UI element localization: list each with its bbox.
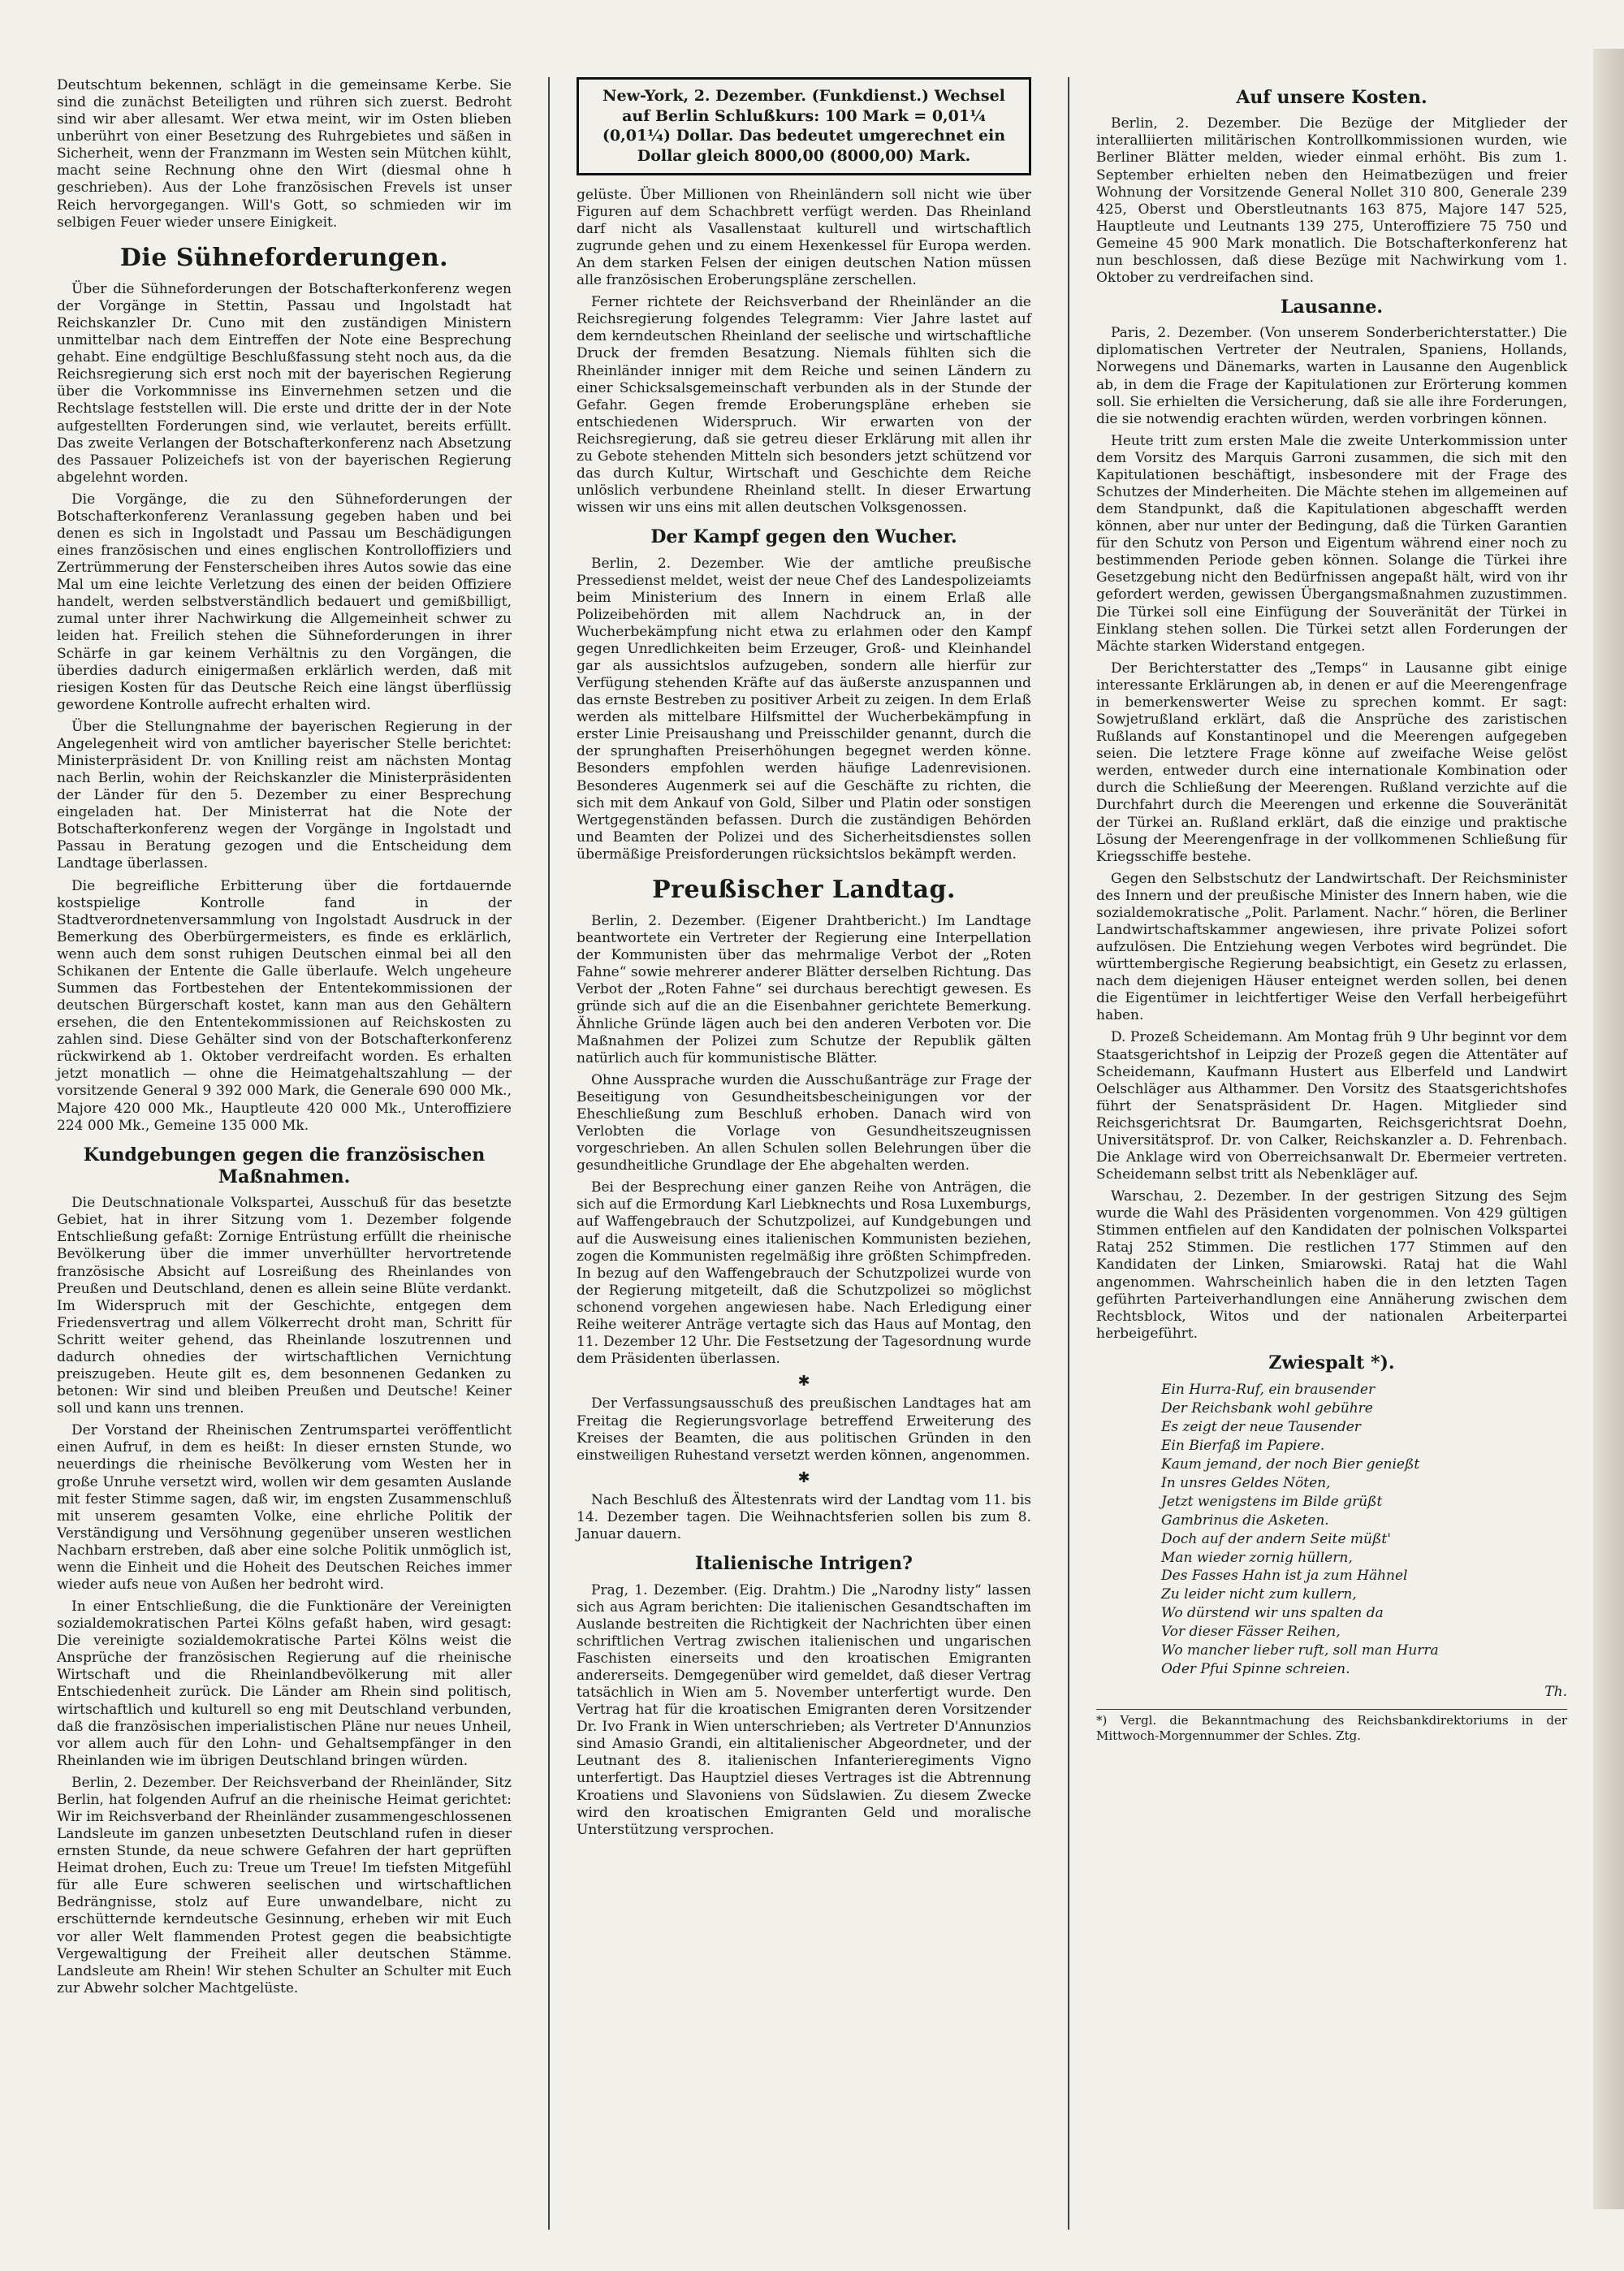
- article-text: Berlin, 2. Dezember. Wie der amtliche preußische Pressedienst meldet, weist der neue Chef des Landespolizeiamts beim Ministerium des Innern in einem Erlaß alle Polizeibehörden mit allem Nachdruck an, in der Wucherbekämpfung nicht etwa zu erlahmen oder den Kampf gegen Unredlichkeiten beim Erzeuger, Groß- und Kleinhandel gar als aussichtslos aufzugeben, sondern alle hierfür zur Verfügung stehenden Kräfte auf das äußerste anzuspannen und das ernste Bestreben zu positiver Arbeit zu zeigen. In dem Erlaß werden als mittelbare Hilfsmittel der Wucherbekämpfung in erster Linie Preisaushang und Preisschilder genannt, durch die der sprunghaften Preiserhöhungen begegnet werden könne. Besonders empfohlen werden häufige Ladenrevisionen. Besonderes Augenmerk sei auf die Geschäfte zu richten, die sich mit dem Ankauf von Gold, Silber und Platin oder sonstigen Wertgegenständen befassen. Durch die zuständigen Behörden und Beamten der Polizei und des Sicherheitsdienstes sollen übermäßige Preisforderungen rücksichtslos bekämpft werden.: [577, 555, 1031, 863]
- article-text: Die Deutschnationale Volkspartei, Ausschuß für das besetzte Gebiet, hat in ihrer Sitzung vom 1. Dezember folgende Entschließung gefaßt: Zornige Entrüstung erfüllt die rheinische Bevölkerung über die immer unverhüllter hervortretende französische Absicht auf Losreißung des Rheinlandes von Preußen und Deutschland, denen es allein seine Blüte verdankt. Im Widerspruch mit der Geschichte, entgegen dem Friedensvertrag und allem Völkerrecht droht man, Schritt für Schritt weiter gehend, das Rheinlande loszutrennen und dadurch ohnedies der wirtschaftlichen Vernichtung preiszugeben. Heute gilt es, dem besonnenen Gedanken zu betonen: Wir sind und bleiben Preußen und Deutsche! Keiner soll und kann uns trennen.: [57, 1195, 512, 1417]
- poem-line: Es zeigt der neue Tausender: [1161, 1418, 1361, 1435]
- column-3: [1096, 77, 1567, 1743]
- headline-kundgebungen: Kundgebungen gegen die französischen Maßnahmen.: [83, 1144, 486, 1187]
- headline-zwiespalt: Zwiespalt *).: [1268, 1352, 1395, 1373]
- article-text: Prag, 1. Dezember. (Eig. Drahtm.) Die „Narodny listy“ lassen sich aus Agram berichten: Die italienischen Gesandtschaften im Auslande bestreiten die Richtigkeit der Nachrichten über einen schriftlichen Vertrag zwischen italienischen und ungarischen Faschisten einerseits und den kroatischen Emigranten andererseits. Demgegenüber wird gemeldet, daß dieser Vertrag tatsächlich in Wien am 5. November unterfertigt wurde. Den Vertrag hat für die kroatischen Emigranten deren Vorsitzender Dr. Ivo Frank in Wien unterschrieben; als Vertreter D'Annunzios sind Amasio Grandi, ein altitalienischer Abgeordneter, und der Leutnant des 8. italienischen Infanterieregiments Vigno unterfertigt. Das Hauptziel dieses Vertrages ist die Abtrennung Kroatiens und Slavoniens von Südslawien. Zu diesem Zwecke wird den kroatischen Emigranten Geld und moralische Unterstützung versprochen.: [577, 1581, 1031, 1838]
- headline-lausanne: Lausanne.: [1280, 296, 1383, 318]
- article-text: Nach Beschluß des Ältestenrats wird der Landtag vom 11. bis 14. Dezember tagen. Die Weihnachtsferien sollen bis zum 8. Januar dauern.: [577, 1492, 1031, 1543]
- page-edge: [1593, 49, 1624, 2209]
- article-text: Die begreifliche Erbitterung über die fortdauernde kostspielige Kontrolle fand in der Stadtverordnetenversammlung von Ingolstadt Ausdruck in der Bemerkung des Oberbürgermeisters, es finde es erklärlich, wenn auch dem sonst ruhigen Deutschen einmal bei all den Schikanen der Entente die Galle überlaufe. Welch ungeheure Summen das Fortbestehen der Ententekommissionen der deutschen Bürgerschaft kostet, kann man aus den Gehältern ersehen, die den Ententekommissionen auf Reichskosten zu zahlen sind. Diese Gehälter sind von der Botschafterkonferenz rückwirkend ab 1. Oktober verdreifacht worden. Es erhalten jetzt monatlich — ohne die Heimatgehaltszahlung — der vorsitzende General 9 392 000 Mark, die Generale 690 000 Mk., Majore 420 000 Mk., Hauptleute 420 000 Mk., Unteroffiziere 224 000 Mk., Gemeine 135 000 Mk.: [57, 877, 512, 1134]
- headline-kosten: Auf unsere Kosten.: [1236, 87, 1427, 108]
- footnote: *) Vergl. die Bekanntmachung des Reichsbankdirektoriums in der Mittwoch-Morgennummer der Schles. Ztg.: [1096, 1709, 1567, 1743]
- article-text: Über die Stellungnahme der bayerischen Regierung in der Angelegenheit wird von amtlicher bayerischer Stelle berichtet: Ministerpräsident Dr. von Knilling reist am nächsten Montag nach Berlin, wohin der Reichskanzler die Ministerpräsidenten der Länder für den 5. Dezember zu einer Besprechung eingeladen hat. Der Ministerrat hat die Note der Botschafterkonferenz wegen der Vorgänge in Ingolstadt und Passau in Beratung gezogen und die Entscheidung dem Landtage überlassen.: [57, 718, 512, 872]
- headline-intrigen: Italienische Intrigen?: [695, 1553, 913, 1575]
- article-text: Warschau, 2. Dezember. In der gestrigen Sitzung des Sejm wurde die Wahl des Präsidenten vorgenommen. Von 429 gültigen Stimmen entfielen auf den Kandidaten der polnischen Volkspartei Rataj 252 Stimmen. Die restlichen 177 Stimmen auf den Kandidaten der Linken, Smiarowski. Rataj hat die Wahl angenommen. Wahrscheinlich haben die in den letzten Tagen geführten Parteiverhandlungen eine Annäherung zwischen dem Rechtsblock, Witos und der nationalen Arbeiterpartei herbeigeführt.: [1096, 1188, 1567, 1342]
- poem-line: Zu leider nicht zum kullern,: [1161, 1586, 1357, 1603]
- article-text: Berlin, 2. Dezember. (Eigener Drahtbericht.) Im Landtage beantwortete ein Vertreter der Regierung eine Interpellation der Kommunisten über das mehrmalige Verbot der „Roten Fahne“ sowie mehrerer anderer Blätter derselben Richtung. Das Verbot der „Roten Fahne“ sei durchaus berechtigt gewesen. Es gründe sich auf die an die Eisenbahner gerichtete Bemerkung. Ähnliche Gründe lägen auch bei den anderen Verboten vor. Die Maßnahmen der Polizei zum Schutze der Republik gälten natürlich auch für kommunistische Blätter.: [577, 913, 1031, 1066]
- article-text: Der Verfassungsausschuß des preußischen Landtages hat am Freitag die Regierungsvorlage betreffend Erweiterung des Kreises der Beamten, die aus politischen Gründen in den einstweiligen Ruhestand versetzt werden können, angenommen.: [577, 1395, 1031, 1464]
- headline-landtag: Preußischer Landtag.: [652, 875, 956, 904]
- poem-line: Kaum jemand, der noch Bier genießt: [1161, 1456, 1420, 1473]
- poem-line: Des Fasses Hahn ist ja zum Hähnel: [1161, 1568, 1408, 1585]
- poem-line: Wo dürstend wir uns spalten da: [1161, 1605, 1384, 1622]
- article-text: Der Berichterstatter des „Temps“ in Lausanne gibt einige interessante Erklärungen ab, in denen er auf die Meerengenfrage in bemerkenswerter Weise zu sprechen kommt. Er sagt: Sowjetrußland erklärt, daß die Ansprüche des zaristischen Rußlands auf Konstantinopel und die Meerengen aufgegeben seien. Die letztere Frage könne auf zweifache Weise gelöst werden, entweder durch eine internationale Kombination oder durch die Schließung der Meerengen. Rußland verzichte auf die Durchfahrt durch die Meerengen und erkenne die Souveränität der Türkei an. Rußland erklärt, daß die einzige und praktische Lösung der Meerengenfrage in der vollkommenen Schließung für Kriegsschiffe bestehe.: [1096, 660, 1567, 865]
- separator-asterisk: ✱: [797, 1469, 810, 1486]
- article-text: Berlin, 2. Dezember. Der Reichsverband der Rheinländer, Sitz Berlin, hat folgenden Aufruf an die rheinische Heimat gerichtet: Wir im Reichsverband der Rheinländer zusammengeschlossenen Landsleute im ganzen unbesetzten Deutschland rufen in dieser ernsten Stunde, da neue schwere Gefahren der hart geprüften Heimat drohen, Euch zu: Treue um Treue! Im tiefsten Mitgefühl für alle Eure schweren seelischen und wirtschaftlichen Bedrängnisse, stolz auf Eure unwandelbare, nicht zu erschütternde kerndeutsche Gesinnung, erheben wir mit Euch vor aller Welt flammenden Protest gegen die beabsichtigte Vergewaltigung der Freiheit aller deutschen Stämme. Landsleute am Rhein! Wir stehen Schulter an Schulter mit Euch zur Abwehr solcher Machtgelüste.: [57, 1774, 512, 1996]
- article-text: D. Prozeß Scheidemann. Am Montag früh 9 Uhr beginnt vor dem Staatsgerichtshof in Leipzig der Prozeß gegen die Attentäter auf Scheidemann, Kaufmann Hustert aus Elberfeld und Landwirt Oelschläger aus Althammer. Den Vorsitz des Staatsgerichtshofes führt der Senatspräsident Dr. Hagen. Mitglieder sind Reichsgerichtsrat Dr. Baumgarten, Reichsgerichtsrat Doehn, Universitätsprof. Dr. von Calker, Reichskanzler a. D. Fehrenbach. Die Anklage wird von Oberreichsanwalt Dr. Ebermeier vertreten. Scheidemann selbst tritt als Nebenkläger auf.: [1096, 1029, 1567, 1183]
- column-rule: [548, 77, 550, 2230]
- article-text: Der Vorstand der Rheinischen Zentrumspartei veröffentlicht einen Aufruf, in dem es heißt: In dieser ernsten Stunde, wo neuerdings die rheinische Bevölkerung vom Westen her in große Unruhe versetzt wird, wollen wir dem gesamten Auslande mit fester Stimme sagen, daß wir, im engsten Zusammenschluß mit unserem gesamten Volke, eine ehrliche Politik der Verständigung und Versöhnung gegenüber unseren westlichen Nachbarn erstreben, daß aber eine solche Politik unmöglich ist, wenn die Einheit und die Hoheit des Deutschen Reiches immer wieder aufs neue von Außen her bedroht wird.: [57, 1422, 512, 1593]
- poem-line: Man wieder zornig hüllern,: [1161, 1549, 1353, 1566]
- article-text: Ferner richtete der Reichsverband der Rheinländer an die Reichsregierung folgendes Telegramm: Vier Jahre lastet auf dem kerndeutschen Rheinland der seelische und wirtschaftliche Druck der fremden Besatzung. Niemals fühlten sich die Rheinländer inniger mit dem Reiche und seinen Ländern zu einer Schicksalsgemeinschaft verbunden als in der Stunde der Gefahr. Gegen fremde Eroberungspläne erheben sie entschiedenen Widerspruch. Wir erwarten von der Reichsregierung, daß sie getreu dieser Erklärung mit allen ihr zu Gebote stehenden Mitteln sich besonders jetzt schützend vor das durch Kultur, Wirtschaft und Geschichte dem Reiche unlöslich verbundene Rheinland stellt. In dieser Erwartung wissen wir uns eins mit allen deutschen Volksgenossen.: [577, 294, 1031, 517]
- poem-line: Ein Bierfaß im Papiere.: [1161, 1437, 1325, 1454]
- column-1: [57, 77, 512, 2002]
- headline-wucher: Der Kampf gegen den Wucher.: [650, 526, 957, 548]
- article-text: Heute tritt zum ersten Male die zweite Unterkommission unter dem Vorsitz des Marquis Garroni zusammen, die sich mit den Kapitulationen beschäftigt, insbesondere mit der Frage des Schutzes der Minderheiten. Die Mächte stehen im allgemeinen auf dem Standpunkt, daß die Kapitulationen abgeschafft werden können, aber nur unter der Bedingung, daß die Türken Garantien für den Schutz von Person und Eigentum während einer noch zu bestimmenden Periode geben können. Solange die Türkei ihre Gesetzgebung nicht den Bedürfnissen angepaßt hält, wird von ihr gefordert werden, gewissen Übergangsmaßnahmen zuzustimmen. Die Türkei soll eine Einfügung der Souveränität der Türkei in Einklang stehen sollen. Die Türkei setzt allen Forderungen der Mächte starken Widerstand entgegen.: [1096, 432, 1567, 655]
- poem-line: Doch auf der andern Seite müßt': [1161, 1530, 1391, 1547]
- article-text: Die Vorgänge, die zu den Sühneforderungen der Botschafterkonferenz Veranlassung gegeben haben und bei denen es sich in Ingolstadt und Passau um Beschädigungen eines französischen und eines englischen Kontrolloffiziers und Zertrümmerung der Fensterscheiben ihres Autos sowie das eine Mal um eine leichte Verletzung des einen der beiden Offiziere handelt, werden selbstverständlich bedauert und gemißbilligt, zumal unter ihrer Nachwirkung die Allgemeinheit schwer zu leiden hat. Freilich stehen die Sühneforderungen in ihrer Schärfe in gar keinem Verhältnis zu den Vorgängen, die überdies dadurch einigermaßen erklärlich werden, daß mit riesigen Kosten für das Deutsche Reich eine längst überflüssig gewordene Kontrolle aufrecht erhalten wird.: [57, 491, 512, 713]
- article-text: Bei der Besprechung einer ganzen Reihe von Anträgen, die sich auf die Ermordung Karl Liebknechts und Rosa Luxemburgs, auf Waffengebrauch der Schutzpolizei, auf Kundgebungen und auf die Ausweisung eines italienischen Kommunisten beziehen, zogen die Kommunisten regelmäßig ihre größten Schimpfreden. In bezug auf den Waffengebrauch der Schutzpolizei wurde von der Regierung mitgeteilt, daß die Schutzpolizei so möglichst schonend vorgehen angewiesen habe. Nach Erledigung einer Reihe weiterer Anträge vertagte sich das Haus auf Montag, den 11. Dezember 12 Uhr. Die Festsetzung der Tagesordnung wurde dem Präsidenten überlassen.: [577, 1179, 1031, 1368]
- article-text: In einer Entschließung, die die Funktionäre der Vereinigten sozialdemokratischen Partei Kölns gefaßt haben, wird gesagt: Die vereinigte sozialdemokratische Partei Kölns weist die Ansprüche der französischen Regierung auf die rheinische Wirtschaft und die Rheinlandbevölkerung mit aller Entschiedenheit zurück. Die Länder am Rhein sind politisch, wirtschaftlich und kulturell so eng mit Deutschland verbunden, daß die französischen imperialistischen Pläne nur neues Unheil, vor allem auch für den Lohn- und Gehaltsempfänger in den Rheinlanden wie im übrigen Deutschland bringen würden.: [57, 1598, 512, 1769]
- poem-signature: Th.: [1544, 1684, 1567, 1701]
- article-text: Ohne Aussprache wurden die Ausschußanträge zur Frage der Beseitigung von Gesundheitsbescheinigungen vor der Eheschließung zum Beschluß erhoben. Danach wird von Verlobten die Vorlage von Gesundheitszeugnissen vorgeschrieben. An allen Schulen sollen Belehrungen über die gesundheitliche Grundlage der Ehe abgehalten werden.: [577, 1071, 1031, 1174]
- column-rule: [1068, 77, 1069, 2230]
- poem-line: Oder Pfui Spinne schreien.: [1161, 1661, 1350, 1678]
- poem-line: Wo mancher lieber ruft, soll man Hurra: [1161, 1642, 1439, 1659]
- article-text: Berlin, 2. Dezember. Die Bezüge der Mitglieder der interalliierten militärischen Kontrollkommissionen wurden, wie Berliner Blätter melden, wieder einmal erhöht. Bis zum 1. September erhielten neben den Heimatbezügen und freier Wohnung der Vorsitzende General Nollet 310 800, Generale 239 425, Oberst und Oberstleutnants 163 875, Majore 147 525, Hauptleute und Leutnants 139 275, Unteroffiziere 75 750 und Gemeine 45 900 Mark monatlich. Die Botschafterkonferenz hat nun beschlossen, daß diese Bezüge mit Nachwirkung vom 1. Oktober zu verdreifachen sind.: [1096, 115, 1567, 286]
- article-text: Deutschtum bekennen, schlägt in die gemeinsame Kerbe. Sie sind die zunächst Beteiligten und rühren sich zuerst. Bedroht sind wir aber allesamt. Wer etwa meint, wir im Osten blieben unberührt von einer Besetzung des Ruhrgebietes und säßen in Sicherheit, wenn der Franzmann im Westen sein Mütchen kühlt, macht seine Rechnung ohne den Wirt (diesmal ohne h geschrieben). Aus der Lohe französischen Frevels ist unser Reich hervorgegangen. Will's Gott, so schmieden wir im selbigen Feuer wieder unsere Einigkeit.: [57, 77, 512, 231]
- poem: [1161, 1381, 1567, 1679]
- article-text: Gegen den Selbstschutz der Landwirtschaft. Der Reichsminister des Innern und der preußische Minister des Innern haben, wie die sozialdemokratische „Polit. Parlament. Nachr.“ hören, die Berliner Landwirtschaftskammer angewiesen, ihre private Polizei sofort aufzulösen. Die Entziehung wegen Verbotes wird begründet. Die württembergische Regierung beabsichtigt, ein Gesetz zu erlassen, nach dem diejenigen Häuser enteignet werden sollen, bei denen die Eigentümer in leichtfertiger Weise den Verfall herbeigeführt haben.: [1096, 870, 1567, 1024]
- article-text: Paris, 2. Dezember. (Von unserem Sonderberichterstatter.) Die diplomatischen Vertreter der Neutralen, Spaniens, Hollands, Norwegens und Dänemarks, warten in Lausanne den Augenblick ab, in dem die Frage der Kapitulationen zur Erörterung kommen soll. Sie erhielten die Versicherung, daß sie alle ihre Forderungen, die sie notwendig erachten würden, werden vorbringen können.: [1096, 325, 1567, 427]
- poem-line: Vor dieser Fässer Reihen,: [1161, 1624, 1341, 1641]
- column-2: [577, 77, 1031, 1844]
- exchange-rate-box: New-York, 2. Dezember. (Funkdienst.) Wechsel auf Berlin Schlußkurs: 100 Mark = 0,01¼ (0,01¼) Dollar. Das bedeutet umgerechnet ein Dollar gleich 8000,00 (8000,00) Mark.: [577, 77, 1031, 175]
- article-text: gelüste. Über Millionen von Rheinländern soll nicht wie über Figuren auf dem Schachbrett verfügt werden. Das Rheinland darf nicht als Vasallenstaat kulturell und wirtschaftlich zugrunde gehen und zu einem Hexenkessel für Europa werden. An dem starken Felsen der einigen deutschen Nation müssen alle französischen Eroberungspläne zerschellen.: [577, 186, 1031, 289]
- poem-line: Jetzt wenigstens im Bilde grüßt: [1161, 1493, 1383, 1510]
- poem-line: Der Reichsbank wohl gebühre: [1161, 1400, 1373, 1417]
- article-text: Über die Sühneforderungen der Botschafterkonferenz wegen der Vorgänge in Stettin, Passau und Ingolstadt hat Reichskanzler Dr. Cuno mit den zuständigen Ministern unmittelbar nach dem Eintreffen der Note eine Besprechung gehabt. Eine endgültige Beschlußfassung steht noch aus, da die Reichsregierung sich erst noch mit der bayerischen Regierung über die Vorkommnisse ins Einvernehmen setzen und die Rechtslage feststellen will. Die erste und dritte der in der Note aufgestellten Forderungen sind, wie verlautet, bereits erfüllt. Das zweite Verlangen der Botschafterkonferenz nach Absetzung des Passauer Polizeichefs ist von der bayerischen Regierung abgelehnt worden.: [57, 280, 512, 486]
- newspaper-page: [57, 77, 1567, 2230]
- poem-line: Ein Hurra-Ruf, ein brausender: [1161, 1382, 1376, 1399]
- headline-suehneforderungen: Die Sühneforderungen.: [119, 243, 449, 272]
- poem-line: Gambrinus die Asketen.: [1161, 1512, 1329, 1529]
- poem-line: In unsres Geldes Nöten,: [1161, 1474, 1331, 1491]
- separator-asterisk: ✱: [797, 1373, 810, 1391]
